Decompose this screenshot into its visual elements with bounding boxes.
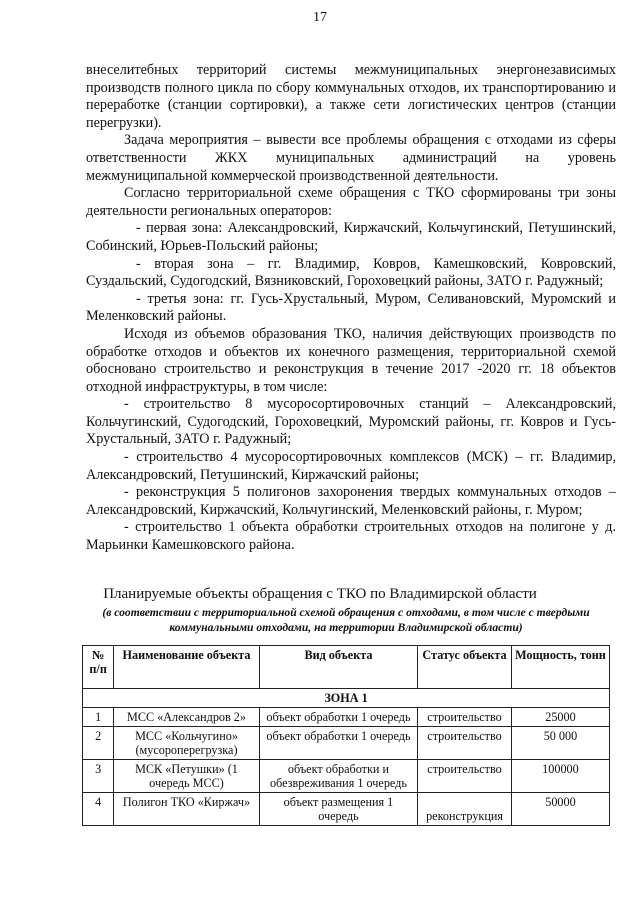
body-text (86, 62, 616, 555)
cell-kind: объект размещения 1 очередь (259, 793, 417, 826)
table-header-row (83, 646, 610, 689)
cell-num: 4 (83, 793, 114, 826)
table-title: Планируемые объекты обращения с ТКО по Владимирской области (103, 586, 537, 602)
cell-power: 25000 (511, 708, 609, 727)
table-row (83, 793, 610, 826)
paragraph: Согласно территориальной схеме обращения с ТКО сформированы три зоны деятельности региональных операторов: (86, 185, 616, 219)
header-status: Статус объекта (418, 646, 512, 689)
cell-power: 50 000 (511, 727, 609, 760)
list-item: - реконструкция 5 полигонов захоронения твердых коммунальных отходов – Александровский, Киржачский, Кольчугинский, Меленковский районы, г. Муром; (86, 484, 616, 518)
cell-kind: объект обработки и обезвреживания 1 очередь (259, 760, 417, 793)
paragraph: Задача мероприятия – вывести все проблемы обращения с отходами из сферы ответственности ЖКХ муниципальных администраций на уровень межмуниципальной коммерческой производственной деятельности. (86, 132, 616, 184)
zone-item: - вторая зона – гг. Владимир, Ковров, Камешковский, Ковровский, Суздальский, Судогодский, Вязниковский, Гороховецкий районы, ЗАТО г. Радужный; (86, 255, 616, 290)
cell-name: Полигон ТКО «Киржач» (114, 793, 259, 826)
zone-row (83, 689, 610, 708)
list-item: - строительство 4 мусоросортировочных комплексов (МСК) – гг. Владимир, Александровский, Петушинский, Киржачский районы; (86, 449, 616, 483)
table-row (83, 727, 610, 760)
zone-item: - третья зона: гг. Гусь-Хрустальный, Муром, Селивановский, Муромский и Меленковский районы. (86, 290, 616, 325)
zone-label: ЗОНА 1 (83, 689, 610, 708)
list-item: - строительство 8 мусоросортировочных станций – Александровский, Кольчугинский, Судогодский, Гороховецкий, Муромский районы, гг. Ковров и Гусь-Хрустальный, ЗАТО г. Радужный; (86, 396, 616, 448)
cell-name: МСС «Кольчугино» (мусороперегрузка) (114, 727, 259, 760)
list-item: - строительство 1 объекта обработки строительных отходов на полигоне у д. Марьинки Камешковского района. (86, 519, 616, 554)
paragraph: Исходя из объемов образования ТКО, наличия действующих производств по обработке отходов и объектов их конечного размещения, территориальной схемой обосновано строительство и реконструкция в течение 2017 -2020 гг. 18 объектов отходной инфраструктуры, в том числе: (86, 325, 616, 395)
table-row (83, 760, 610, 793)
header-kind: Вид объекта (259, 646, 417, 689)
cell-status: реконструкция (418, 793, 512, 826)
zone-item: - первая зона: Александровский, Киржачский, Кольчугинский, Петушинский, Собинский, Юрьев-Польский районы; (86, 220, 616, 254)
cell-status: строительство (418, 760, 512, 793)
cell-power: 50000 (511, 793, 609, 826)
cell-status: строительство (418, 727, 512, 760)
cell-status: строительство (418, 708, 512, 727)
cell-kind: объект обработки 1 очередь (259, 727, 417, 760)
cell-name: МСС «Александров 2» (114, 708, 259, 727)
cell-power: 100000 (511, 760, 609, 793)
header-power: Мощность, тонн (511, 646, 609, 689)
page-number: 17 (313, 10, 327, 25)
cell-num: 1 (83, 708, 114, 727)
cell-num: 2 (83, 727, 114, 760)
table-row (83, 708, 610, 727)
cell-name: МСК «Петушки» (1 очередь МСС) (114, 760, 259, 793)
cell-kind: объект обработки 1 очередь (259, 708, 417, 727)
table-subtitle: (в соответствии с территориальной схемой обращения с отходами, в том числе с твердыми коммунальными отходами, на территории Владимирской области) (102, 606, 590, 634)
paragraph: внеселитебных территорий системы межмуниципальных энергонезависимых производств полного цикла по сбору коммунальных отходов, их транспортированию и переработке (станции сортировки), а также сети логистических центров (станции перегрузки). (86, 62, 616, 131)
header-num: № п/п (83, 646, 114, 689)
header-name: Наименование объекта (114, 646, 259, 689)
objects-table (82, 645, 610, 826)
cell-num: 3 (83, 760, 114, 793)
